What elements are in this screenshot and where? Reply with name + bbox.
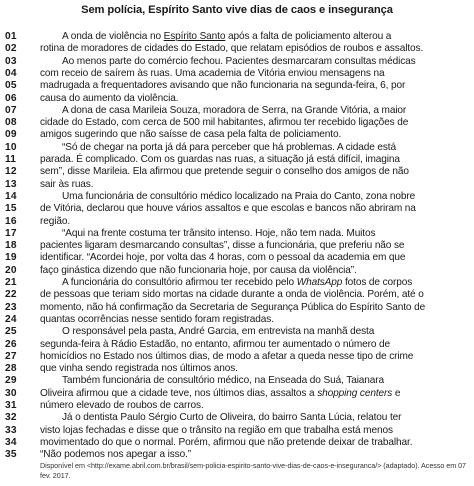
text-run: após a falta de policiamento alterou a (225, 31, 392, 42)
text-line (0, 374, 474, 387)
line-number: 31 (5, 400, 17, 411)
line-number: 35 (5, 449, 17, 461)
text-line (0, 350, 474, 363)
text-line (0, 325, 474, 338)
text-run: sair às ruas. (40, 178, 94, 190)
line-text (40, 251, 467, 264)
line-text (40, 42, 467, 55)
line-text (40, 424, 467, 437)
italic-text: shopping centers (317, 387, 393, 399)
line-text (40, 411, 467, 424)
line-text (40, 387, 467, 400)
line-text (40, 79, 467, 92)
text-line (0, 190, 474, 203)
line-text (40, 55, 467, 68)
text-line (0, 362, 474, 375)
line-number: 20 (5, 264, 17, 276)
line-number: 24 (5, 313, 17, 325)
line-text (40, 178, 467, 191)
text-run: momento, não há confirmação da Secretaria de Segurança Pública do Espírito Santo de (40, 301, 426, 313)
line-text (40, 436, 467, 449)
line-number: 04 (5, 67, 17, 79)
text-line (0, 128, 474, 141)
line-text (40, 67, 467, 80)
line-text (40, 448, 467, 461)
text-line (0, 436, 474, 449)
line-number: 17 (5, 227, 17, 239)
text-run: Também funcionária de consultório médico, na Enseada do Suá, Taianara (62, 375, 385, 387)
line-number: 34 (5, 436, 17, 448)
line-text (40, 239, 467, 252)
text-run: número elevado de roubos de carros. (40, 400, 204, 411)
line-number: 29 (5, 375, 17, 387)
text-run: Ao menos parte do comércio fechou. Pacientes desmarcaram consultas médicas (62, 55, 416, 67)
text-run: “Aqui na frente costuma ter trânsito intenso. Hoje, não tem nada. Muitos (62, 227, 376, 239)
text-line (0, 153, 474, 166)
line-number: 07 (5, 104, 17, 116)
line-number: 11 (5, 154, 17, 165)
text-run: com receio de saírem às ruas. Uma academia de Vitória enviou mensagens na (40, 67, 385, 79)
line-number: 28 (5, 363, 17, 375)
line-text (40, 215, 467, 228)
line-number: 27 (5, 350, 17, 362)
text-run: cidade do Estado, com cerca de 500 mil habitantes, afirmou ter recebido ligações de (40, 117, 409, 129)
italic-text: WhatsApp (296, 277, 343, 288)
text-line (0, 116, 474, 129)
line-number: 25 (5, 326, 17, 338)
line-number: 10 (5, 141, 17, 153)
line-text (40, 325, 467, 338)
line-number: 13 (5, 178, 17, 190)
text-run: Oliveira afirmou que a cidade teve, nos últimos dias, assaltos a (40, 387, 318, 399)
text-run: e (392, 387, 401, 399)
source-citation: Disponível em <http://exame.abril.com.br/brasil/sem-policia-espirito-santo-vive-dias-de-caos-e-inseguranca/> (adaptado). Acesso em 07 fev. 2017. (40, 461, 466, 480)
line-number: 18 (5, 240, 17, 252)
line-number: 19 (5, 252, 17, 264)
text-line (0, 42, 474, 55)
line-text (40, 153, 467, 166)
line-text (40, 190, 467, 203)
line-number: 23 (5, 301, 17, 313)
line-number: 05 (5, 80, 17, 92)
underlined-text: Espírito Santo (163, 31, 226, 42)
text-line (0, 288, 474, 301)
text-line (0, 55, 474, 68)
text-run: sem”, disse Marileia. Ela afirmou que pretende seguir o conselho dos amigos de não (40, 166, 409, 178)
line-number: 21 (5, 277, 17, 288)
text-run: fotos de corpos (342, 277, 413, 288)
line-text (40, 362, 467, 375)
line-text (40, 141, 467, 154)
line-text (40, 92, 467, 105)
text-line (0, 264, 474, 277)
text-line (0, 424, 474, 437)
text-line (0, 338, 474, 351)
text-run: “Só de chegar na porta já dá para perceber que há problemas. A cidade está (62, 141, 396, 153)
text-line (0, 411, 474, 424)
line-text (40, 116, 467, 129)
text-line (0, 104, 474, 117)
line-number: 03 (5, 55, 17, 67)
line-text (40, 30, 467, 43)
line-text (40, 276, 467, 289)
line-text (40, 202, 467, 215)
text-line (0, 227, 474, 240)
line-number: 22 (5, 289, 17, 301)
text-run: causa do aumento da violência. (40, 92, 179, 104)
line-text (40, 374, 467, 387)
text-run: segunda-feira à Rádio Estadão, no entanto, afirmou ter aumentado o número de (40, 338, 391, 350)
line-number: 01 (5, 31, 17, 42)
text-run: rotina de moradores de cidades do Estado, que relatam episódios de roubos e assaltos. (40, 43, 424, 55)
text-run: A onda de violência no (62, 31, 164, 42)
line-text (40, 264, 467, 277)
text-line (0, 313, 474, 326)
line-number: 32 (5, 412, 17, 424)
text-line (0, 79, 474, 92)
text-line (0, 301, 474, 314)
text-run: “Não podemos nos apegar a isso.” (40, 449, 192, 461)
text-line (0, 67, 474, 80)
text-run: quantas ocorrências nesse sentido foram registradas. (40, 313, 274, 325)
line-text (40, 399, 467, 412)
line-text (40, 165, 467, 178)
text-run: madrugada a frequentadores avisando que não funcionaria na segunda-feira, 6, por (40, 80, 406, 92)
text-run: de pessoas que teriam sido mortas na cidade durante a onda de violência. Porém, até o (40, 289, 424, 301)
line-number: 09 (5, 129, 17, 141)
line-text (40, 301, 467, 314)
text-line (0, 239, 474, 252)
text-run: movimentado do que o normal. Porém, afirmou que não pretende deixar de trabalhar. (40, 436, 413, 448)
line-number: 08 (5, 117, 17, 129)
text-run: faço ginástica dizendo que não funcionaria hoje, por causa da violência”. (40, 264, 357, 276)
page-title: Sem polícia, Espírito Santo vive dias de caos e insegurança (81, 4, 393, 16)
text-run: amigos sugerindo que não saísse de casa pela falta de policiamento. (40, 129, 342, 141)
line-number: 26 (5, 338, 17, 350)
text-line (0, 202, 474, 215)
line-text (40, 288, 467, 301)
line-text (40, 350, 467, 363)
line-number: 12 (5, 166, 17, 178)
text-run: que vinha sendo registrada nos últimos anos. (40, 363, 238, 375)
text-line (0, 399, 474, 412)
text-line (0, 165, 474, 178)
line-text (40, 104, 467, 117)
line-number: 14 (5, 190, 17, 202)
text-run: Já o dentista Paulo Sérgio Curto de Oliveira, do bairro Santa Lúcia, relatou ter (62, 412, 402, 424)
line-number: 33 (5, 424, 17, 436)
text-run: região. (40, 215, 71, 227)
line-text (40, 313, 467, 326)
line-text (40, 128, 467, 141)
line-number: 16 (5, 215, 17, 227)
text-run: O responsável pela pasta, André Garcia, em entrevista na manhã desta (62, 326, 375, 338)
text-line (0, 251, 474, 264)
text-run: Uma funcionária de consultório médico localizado na Praia do Canto, zona nobre (62, 190, 416, 202)
text-run: pacientes ligaram desmarcando consultas”, disse a funcionária, que preferiu não se (40, 240, 405, 252)
text-run: A funcionária do consultório afirmou ter recebido pelo (62, 277, 297, 288)
line-number: 06 (5, 92, 17, 104)
line-text (40, 227, 467, 240)
text-line (0, 276, 474, 289)
text-line (0, 448, 474, 461)
text-run: parada. É complicado. Com os guardas nas ruas, a situação já está difícil, imagina (40, 154, 400, 165)
text-run: visto lojas fechadas e disse que o trânsito na região em que trabalha está menos (40, 424, 393, 436)
text-line (0, 92, 474, 105)
text-line (0, 141, 474, 154)
line-number: 30 (5, 387, 17, 399)
text-run: identificar. “Acordei hoje, por volta das 4 horas, com o pessoal da academia em que (40, 252, 406, 264)
line-text (40, 338, 467, 351)
text-run: A dona de casa Marileia Souza, moradora de Serra, na Grande Vitória, a maior (62, 104, 407, 116)
text-line (0, 215, 474, 228)
text-line (0, 387, 474, 400)
text-line (0, 178, 474, 191)
line-number: 15 (5, 203, 17, 215)
text-run: homicídios no Estado nos últimos dias, de modo a afetar a queda nesse tipo de crime (40, 350, 414, 362)
text-line (0, 30, 474, 43)
line-number: 02 (5, 43, 17, 55)
text-run: de Vitória, declarou que houve vários assaltos e que escolas e bancos não abriram na (40, 203, 416, 215)
